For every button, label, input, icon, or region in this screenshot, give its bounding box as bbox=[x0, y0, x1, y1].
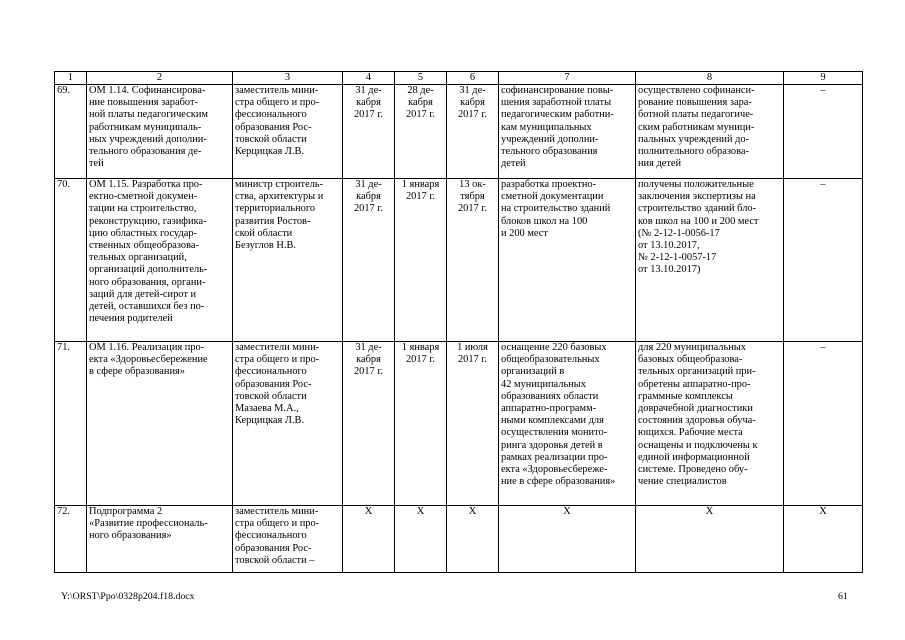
actual-result: для 220 муниципальных базовых общеобразова- тельных организаций при- обретены аппаратно-про- граммные комплексы доврачебной диагностики состояния здоровья обуча- ющихся. Рабочие места оснащены и подключены к единой информационной системе. Проведено обу- чение специалистов bbox=[636, 342, 784, 506]
actual-start-date: 1 января 2017 г. bbox=[395, 179, 447, 342]
event-name: Подпрограмма 2 «Развитие профессиональ- ного образования» bbox=[87, 506, 233, 573]
note: – bbox=[784, 179, 863, 342]
column-number: 9 bbox=[784, 72, 863, 85]
table-row bbox=[55, 85, 863, 179]
page-number: 61 bbox=[838, 591, 848, 602]
responsible-person: заместитель мини- стра общего и про- фессионального образования Рос- товской области – bbox=[233, 506, 343, 573]
row-number: 71. bbox=[55, 342, 87, 506]
column-number: 1 bbox=[55, 72, 87, 85]
actual-result: Х bbox=[636, 506, 784, 573]
actual-end-date: 31 де- кабря 2017 г. bbox=[447, 85, 499, 179]
actual-start-date: 1 января 2017 г. bbox=[395, 342, 447, 506]
event-name: ОМ 1.15. Разработка про- ектно-сметной докумен- тации на строительство, реконструкцию, газифика- цию областных государ- ственных общеобразова- тельных организаций, организаций дополнитель- ного образования, органи- заций для детей-сирот и детей, оставшихся без по- печения родителей bbox=[87, 179, 233, 342]
document-file-path: Y:\ORST\Ppo\0328p204.f18.docx bbox=[61, 591, 195, 602]
actual-end-date: Х bbox=[447, 506, 499, 573]
row-number: 70. bbox=[55, 179, 87, 342]
planned-result: разработка проектно- сметной документации на строительство зданий блоков школ на 100 и 200 мест bbox=[499, 179, 636, 342]
column-number: 8 bbox=[636, 72, 784, 85]
event-name: ОМ 1.16. Реализация про- екта «Здоровьесбережение в сфере образования» bbox=[87, 342, 233, 506]
row-number: 72. bbox=[55, 506, 87, 573]
table-row bbox=[55, 342, 863, 506]
actual-result: получены положительные заключения экспертизы на строительство зданий бло- ков школ на 100 и 200 мест (№ 2-12-1-0056-17 от 13.10.2017, № 2-12-1-0057-17 от 13.10.2017) bbox=[636, 179, 784, 342]
report-table bbox=[54, 71, 863, 573]
actual-end-date: 13 ок- тября 2017 г. bbox=[447, 179, 499, 342]
planned-result: софинансирование повы- шения заработной платы педагогическим работни- кам муниципальных учреждений дополни- тельного образования детей bbox=[499, 85, 636, 179]
column-number: 3 bbox=[233, 72, 343, 85]
note: Х bbox=[784, 506, 863, 573]
planned-date: Х bbox=[343, 506, 395, 573]
planned-date: 31 де- кабря 2017 г. bbox=[343, 179, 395, 342]
actual-start-date: Х bbox=[395, 506, 447, 573]
actual-result: осуществлено софинанси- рование повышения зара- ботной платы педагогиче- ским работникам муници- пальных учреждений до- полнительного образова- ния детей bbox=[636, 85, 784, 179]
planned-result: оснащение 220 базовых общеобразовательных организаций в 42 муниципальных образованиях области аппаратно-программ- ными комплексами для осуществления монито- ринга здоровья детей в рамках реализации про- екта «Здоровьесбереже- ние в сфере образования» bbox=[499, 342, 636, 506]
row-number: 69. bbox=[55, 85, 87, 179]
table-row bbox=[55, 179, 863, 342]
column-number: 7 bbox=[499, 72, 636, 85]
table-header-row bbox=[55, 72, 863, 85]
note: – bbox=[784, 342, 863, 506]
note: – bbox=[784, 85, 863, 179]
actual-start-date: 28 де- кабря 2017 г. bbox=[395, 85, 447, 179]
table-row bbox=[55, 506, 863, 573]
responsible-person: министр строитель- ства, архитектуры и территориального развития Ростов- ской области Безуглов Н.В. bbox=[233, 179, 343, 342]
column-number: 2 bbox=[87, 72, 233, 85]
responsible-person: заместитель мини- стра общего и про- фессионального образования Рос- товской области Керцицкая Л.В. bbox=[233, 85, 343, 179]
actual-end-date: 1 июля 2017 г. bbox=[447, 342, 499, 506]
planned-date: 31 де- кабря 2017 г. bbox=[343, 342, 395, 506]
event-name: ОМ 1.14. Софинансирова- ние повышения заработ- ной платы педагогическим работникам муниципаль- ных учреждений дополни- тельного образования де- тей bbox=[87, 85, 233, 179]
planned-result: Х bbox=[499, 506, 636, 573]
planned-date: 31 де- кабря 2017 г. bbox=[343, 85, 395, 179]
column-number: 5 bbox=[395, 72, 447, 85]
column-number: 6 bbox=[447, 72, 499, 85]
column-number: 4 bbox=[343, 72, 395, 85]
responsible-person: заместители мини- стра общего и про- фессионального образования Рос- товской области Мазаева М.А., Керцицкая Л.В. bbox=[233, 342, 343, 506]
